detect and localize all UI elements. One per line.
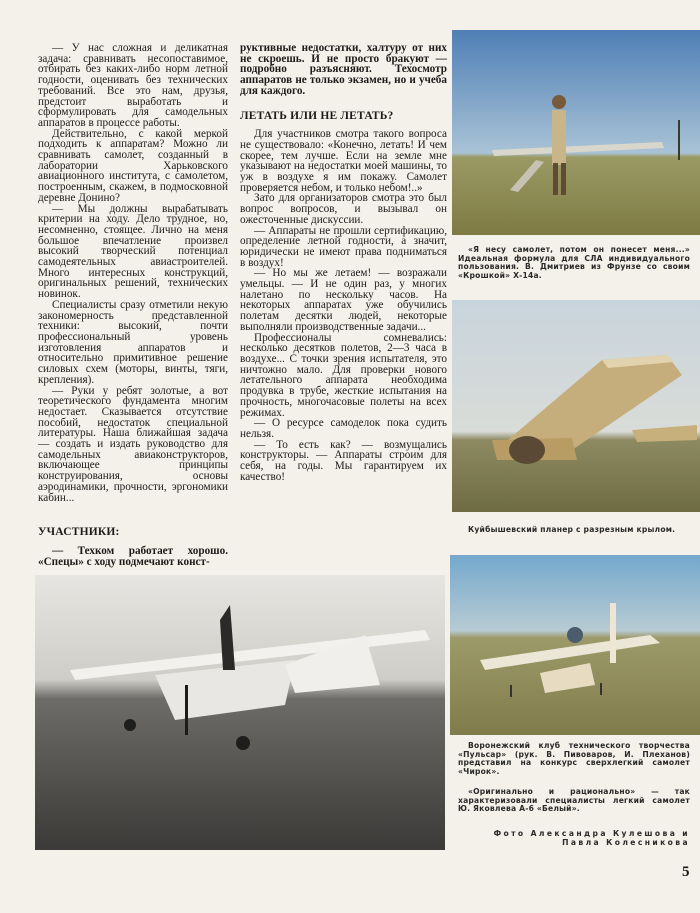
section-heading-participants: УЧАСТНИКИ: <box>38 526 120 539</box>
paragraph: — О ресурсе самоделок пока судить нельзя. <box>240 417 447 440</box>
caption-photo-3 <box>458 742 690 776</box>
bold-paragraph: — Техком работает хорошо. «Спецы» с ходу подмечают конст- <box>38 544 228 568</box>
caption-photo-4 <box>458 788 690 814</box>
paragraph: Действительно, с какой меркой подходить к аппаратам? Можно ли сравнивать самолет, созданный в лаборатории Харьковского авиационного института, с самолетом, построенным, скажем, в подмосковной деревне Донино? <box>38 127 228 204</box>
paragraph: — Мы должны вырабатывать критерии на ходу. Дело трудное, но, несомненно, стоящее. Лично на меня большое впечатление произвел высокий творческий потенциал самодеятельных авиастроителей. Много интересных конструкций, оригинальных решений, технических новинок. <box>38 202 228 301</box>
paragraph: — То есть как? — возмущались конструкторы. — Аппараты строим для себя, на годы. Мы гарантируем их качество! <box>240 438 447 483</box>
section-heading-fly: ЛЕТАТЬ ИЛИ НЕ ЛЕТАТЬ? <box>240 109 394 122</box>
photo-man-carrying-plane <box>452 30 700 235</box>
page-number: 5 <box>682 864 690 880</box>
paragraph: Профессионалы сомневались: несколько десятков полетов, 2—3 часа в воздухе... С точки зрения испытателя, это ничтожно мало. Для проверки нового летательного аппарата необходима продувка в трубе, жесткие испытания на прочность, многочасовые полеты на всех режимах. <box>240 331 447 419</box>
caption-text: «Оригинально и рационально» — так характеризовали специалисты легкий самолет Ю. Яковлева А-6 «Белый». <box>458 787 690 814</box>
photo-glider <box>452 300 700 512</box>
paragraph: — Но мы же летаем! — возражали умельцы. — И не один раз, у многих налетано по нескольку часов. На некоторых аппаратах уже обучились полетам десятки людей, некоторые выполняли производственные задачи... <box>240 267 447 333</box>
paragraph: Специалисты сразу отметили некую закономерность представленной техники: высокий, почти профессиональный уровень изготовления аппаратов и относительно примитивное решение силовых схем (моторы, винты, тяги, крепления). <box>38 298 228 386</box>
paragraph: — Аппараты не прошли сертификацию, определение летной годности, а значит, юридически не имеют права подниматься в воздух! <box>240 224 447 269</box>
left-text-column <box>38 43 228 567</box>
middle-text-column <box>240 43 447 482</box>
paragraph: — Руки у ребят золотые, а вот теоретического фундамента многим недостает. Сказывается отсутствие пособий, недостаток специальной литературы. Наша ближайшая задача — создать и издать руководство для самодельных авиаконструкторов, включающее принципы конструирования, основы аэродинамики, прочности, эргономики кабин... <box>38 384 228 504</box>
caption-photo-1 <box>458 246 690 280</box>
photo-credit <box>458 830 690 847</box>
bold-paragraph: руктивные недостатки, халтуру от них не скроешь. И не просто бракуют — подробно разъясняют. Техосмотр аппаратов не только экзамен, но и учеба для каждого. <box>240 42 447 97</box>
caption-text: Куйбышевский планер с разрезным крылом. <box>468 525 676 534</box>
credit-line: Фото Александра Кулешова и <box>493 829 690 838</box>
photo-belyi-aircraft <box>35 575 445 850</box>
paragraph: — У нас сложная и деликатная задача: сравнивать несопоставимое, отбирать без каких-либо норм летной годности, оценивать без технических требований. Все это нам, друзья, предстоит выработать и сформулировать для самодельных аппаратов в процессе работы. <box>38 42 228 129</box>
photo-chirok-aircraft <box>450 555 700 735</box>
credit-line: Павла Колесникова <box>562 837 690 847</box>
caption-photo-2 <box>458 526 690 535</box>
caption-text: Воронежский клуб технического творчества «Пульсар» (рук. В. Пивоваров, И. Плеханов) представил на конкурс сверхлегкий самолет «Чирок». <box>458 741 690 776</box>
paragraph: Зато для организаторов смотра это был вопрос вопросов, и вызывал он ожесточенные дискуссии. <box>240 192 447 226</box>
caption-text: «Я несу самолет, потом он понесет меня...» Идеальная формула для СЛА индивидуального пользования. В. Дмитриев из Фрунзе со своим «Крошкой» Х-14а. <box>458 245 690 280</box>
paragraph: Для участников смотра такого вопроса не существовало: «Конечно, летать! И чем скорее, тем лучше. Если на земле мне указывают на недостатки моей машины, то уж в воздухе я им покажу. Самолет проверяется небом, и только небом!..» <box>240 128 447 194</box>
